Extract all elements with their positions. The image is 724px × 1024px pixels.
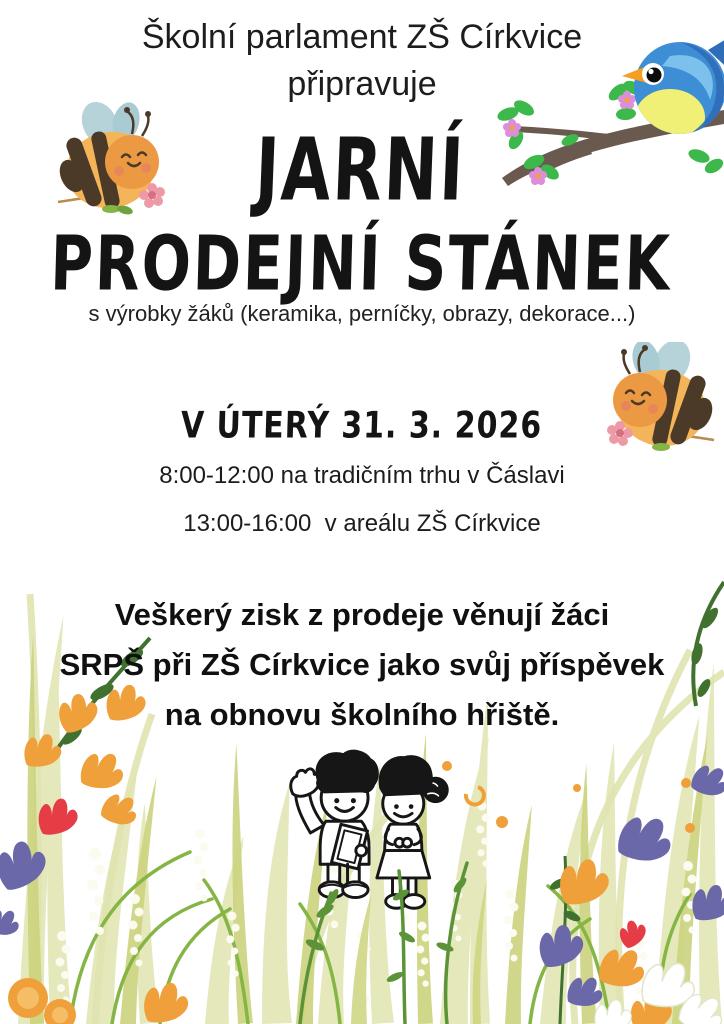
header-line2: připravuje bbox=[287, 65, 437, 103]
schedule-line-2: 13:00-16:00 v areálu ZŠ Církvice bbox=[183, 510, 541, 537]
foreground-grass bbox=[255, 855, 505, 1024]
schedule-line-1: 8:00-12:00 na tradičním trhu v Čáslavi bbox=[159, 462, 565, 489]
subtitle: s výrobky žáků (keramika, perníčky, obrazy, dekorace...) bbox=[88, 301, 636, 326]
note-line3: na obnovu školního hřiště. bbox=[164, 697, 560, 732]
event-date: V ÚTERÝ 31. 3. 2026 bbox=[180, 404, 543, 448]
header-line1: Školní parlament ZŠ Církvice bbox=[141, 18, 583, 56]
note-paragraph bbox=[0, 590, 724, 740]
poster-header bbox=[0, 14, 724, 108]
note-line2: SRPŠ při ZŠ Církvice jako svůj příspěvek bbox=[59, 647, 665, 682]
title-line2: PRODEJNÍ STÁNEK bbox=[49, 219, 673, 308]
note-line1: Veškerý zisk z prodeje věnují žáci bbox=[114, 597, 610, 632]
title-line1: JARNÍ bbox=[253, 121, 468, 222]
